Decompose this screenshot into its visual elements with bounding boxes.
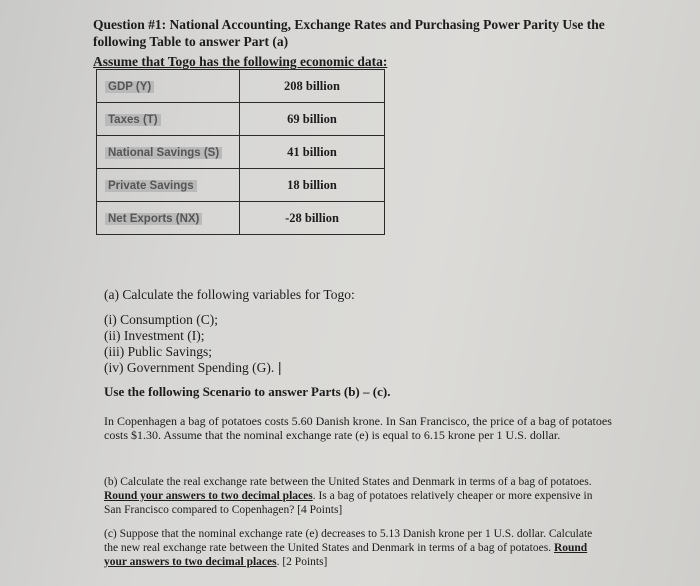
row-value-gdp: 208 billion xyxy=(240,70,385,103)
list-item[interactable] xyxy=(104,360,624,376)
part-b-question xyxy=(104,475,609,517)
part-a-heading: (a) Calculate the following variables for Togo: xyxy=(104,287,355,302)
part-c-text: (c) Suppose that the nominal exchange rate (e) decreases to 5.13 Danish krone per 1 U.S. dollar. Calculate the new real exchange rate between the United States and Denmark in terms of a bag of potatoes. xyxy=(104,528,593,554)
part-b-text: (b) Calculate the real exchange rate between the United States and Denmark in terms of a bag of potatoes. xyxy=(104,476,592,488)
economic-data-table xyxy=(96,69,385,235)
table-row xyxy=(97,103,385,136)
scenario-text: In Copenhagen a bag of potatoes costs 5.60 Danish krone. In San Francisco, the price of a bag of potatoes costs $1.30. Assume that the nominal exchange rate (e) is equal to 6.15 krone per 1 U.S. dollar. xyxy=(104,414,612,442)
table-row xyxy=(97,70,385,103)
part-a-list xyxy=(104,312,624,376)
row-label-national-savings: National Savings (S) xyxy=(105,147,222,159)
part-c-text-end: . [2 Points] xyxy=(276,556,328,568)
row-value-net-exports: -28 billion xyxy=(240,202,385,235)
list-item: (i) Consumption (C); xyxy=(104,312,218,327)
table-row xyxy=(97,136,385,169)
row-value-private-savings: 18 billion xyxy=(240,169,385,202)
list-item-text: (iv) Government Spending (G). xyxy=(104,360,275,375)
scenario-heading: Use the following Scenario to answer Parts (b) – (c). xyxy=(104,384,391,399)
part-b-text-end: . Is a bag of potatoes relatively cheaper or more expensive in San Francisco compared to Copenhagen? [4 Points] xyxy=(104,490,593,516)
row-label-taxes: Taxes (T) xyxy=(105,114,161,126)
list-item: (ii) Investment (I); xyxy=(104,328,205,343)
row-value-taxes: 69 billion xyxy=(240,103,385,136)
list-item: (iii) Public Savings; xyxy=(104,344,212,359)
part-b-emphasis: Round your answers to two decimal places xyxy=(104,490,313,502)
row-value-national-savings: 41 billion xyxy=(240,136,385,169)
row-label-private-savings: Private Savings xyxy=(105,180,197,192)
row-label-gdp: GDP (Y) xyxy=(105,81,154,93)
part-c-emphasis: Round your answers to two decimal places xyxy=(104,542,588,568)
text-cursor: | xyxy=(274,360,282,375)
row-label-net-exports: Net Exports (NX) xyxy=(105,213,202,225)
table-row xyxy=(97,169,385,202)
assume-statement: Assume that Togo has the following economic data: xyxy=(93,54,388,69)
question-title: Question #1: National Accounting, Exchange Rates and Purchasing Power Parity Use the following Table to answer Part (a) xyxy=(93,17,605,49)
table-row xyxy=(97,202,385,235)
part-c-question xyxy=(104,527,609,569)
